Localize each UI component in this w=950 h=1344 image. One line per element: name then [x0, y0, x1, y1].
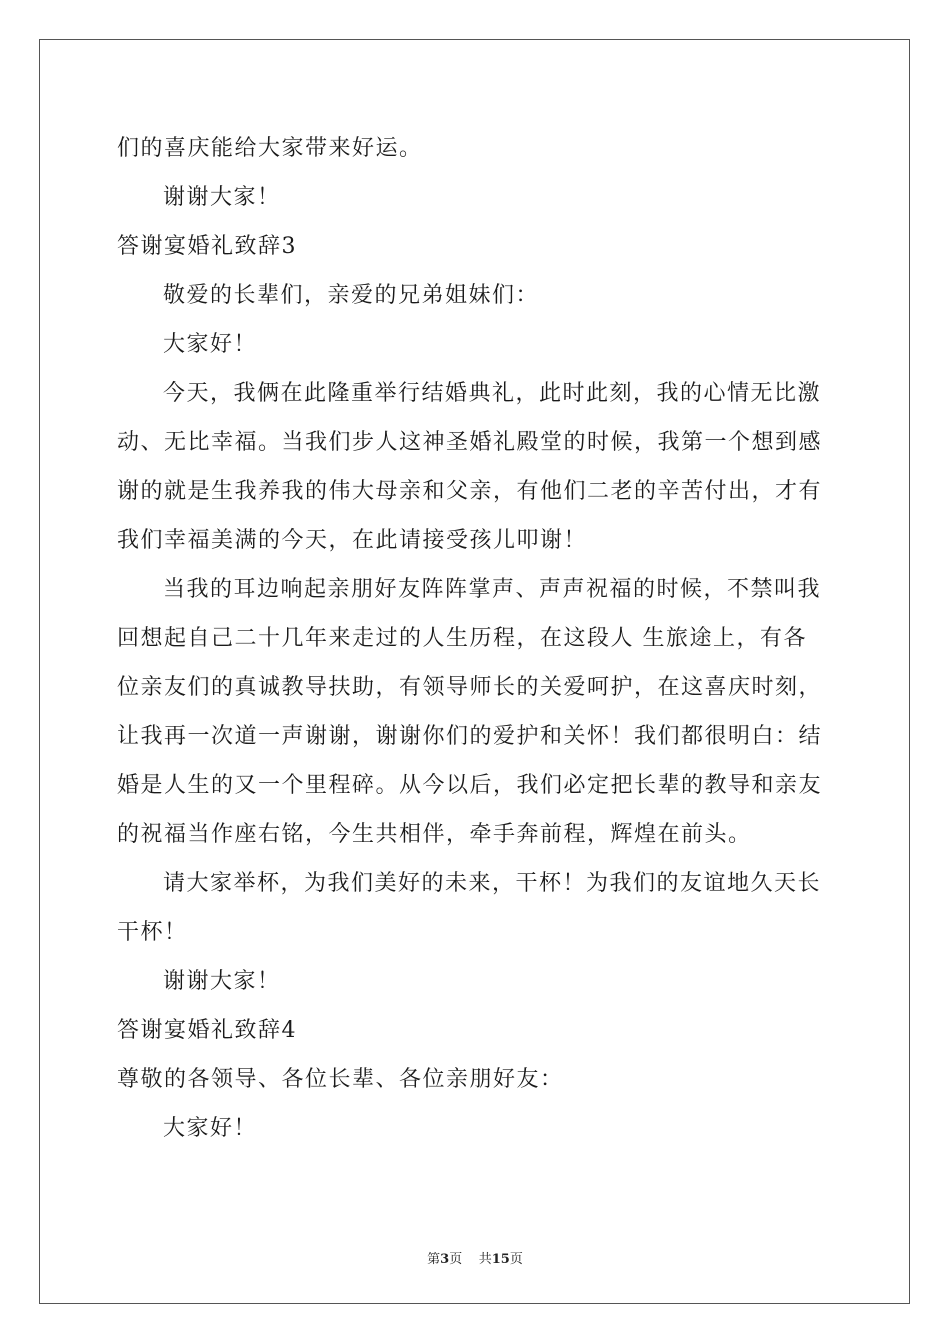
greeting: 大家好！ [163, 332, 258, 357]
salutation: 尊敬的各领导、各位长辈、各位亲朋好友： [117, 1067, 564, 1092]
section-heading: 答谢宴婚礼致辞4 [117, 1018, 297, 1043]
text-line: 干杯！ [117, 920, 188, 945]
text-line: 们的喜庆能给大家带来好运。 [117, 136, 423, 161]
text-line: 谢谢大家！ [163, 185, 281, 210]
page-prefix: 第 [427, 1252, 441, 1267]
total-prefix: 共 [478, 1252, 492, 1267]
text-line: 谢的就是生我养我的伟大母亲和父亲，有他们二老的辛苦付出，才有 [117, 479, 823, 504]
text-line: 的祝福当作座右铭，今生共相伴，牵手奔前程，辉煌在前头。 [117, 822, 752, 847]
text-line: 婚是人生的又一个里程碎。从今以后，我们必定把长辈的教导和亲友 [117, 773, 823, 798]
page-footer [0, 1248, 950, 1267]
document-body [117, 124, 833, 1153]
text-line: 当我的耳边响起亲朋好友阵阵掌声、声声祝福的时候，不禁叫我 [163, 577, 822, 602]
total-pages: 15 [491, 1252, 510, 1267]
section-heading: 答谢宴婚礼致辞3 [117, 234, 297, 259]
page-number: 3 [440, 1252, 450, 1267]
salutation: 敬爱的长辈们，亲爱的兄弟姐妹们： [163, 283, 540, 308]
text-line: 动、无比幸福。当我们步人这神圣婚礼殿堂的时候，我第一个想到感 [117, 430, 823, 455]
text-line: 请大家举杯，为我们美好的未来，干杯！为我们的友谊地久天长 [163, 871, 822, 896]
greeting: 大家好！ [163, 1116, 258, 1141]
page-suffix: 页 [449, 1252, 463, 1267]
text-line: 让我再一次道一声谢谢，谢谢你们的爱护和关怀！我们都很明白：结 [117, 724, 823, 749]
text-line: 今天，我俩在此隆重举行结婚典礼，此时此刻，我的心情无比激 [163, 381, 822, 406]
text-line: 我们幸福美满的今天，在此请接受孩儿叩谢！ [117, 528, 588, 553]
total-suffix: 页 [509, 1252, 523, 1267]
text-line: 谢谢大家！ [163, 969, 281, 994]
text-line: 回想起自己二十几年来走过的人生历程，在这段人 生旅途上，有各 [117, 626, 807, 651]
text-line: 位亲友们的真诚教导扶助，有领导师长的关爱呵护，在这喜庆时刻， [117, 675, 823, 700]
